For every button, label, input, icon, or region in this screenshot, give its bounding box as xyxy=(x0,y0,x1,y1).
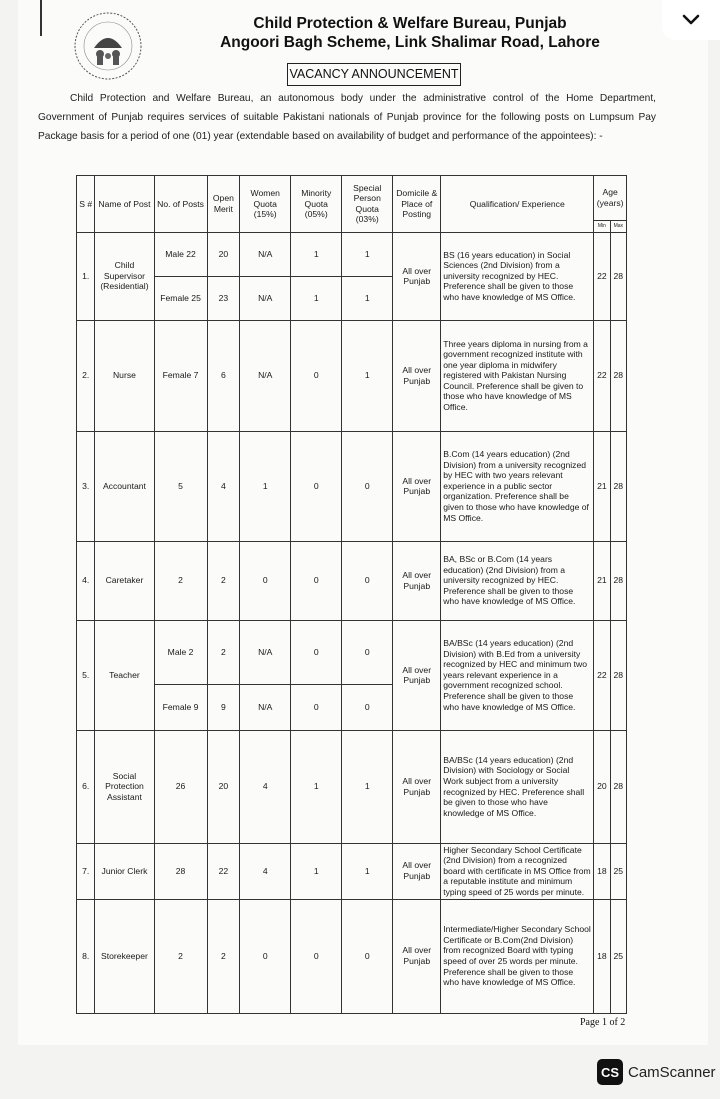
cell-post: Teacher xyxy=(95,620,154,730)
cell-sno: 7. xyxy=(77,843,95,899)
cell-open-merit: 9 xyxy=(207,684,240,730)
col-special-quota: Special Person Quota (03%) xyxy=(342,176,393,233)
cell-age-max: 28 xyxy=(610,232,626,320)
cell-sno: 3. xyxy=(77,431,95,541)
table-row xyxy=(77,541,627,620)
cell-age-max: 28 xyxy=(610,620,626,730)
cell-post: Social Protection Assistant xyxy=(95,730,154,843)
cell-special-quota: 0 xyxy=(342,431,393,541)
camscanner-watermark xyxy=(597,1059,716,1085)
cell-women-quota: N/A xyxy=(240,320,291,431)
cell-post: Storekeeper xyxy=(95,899,154,1013)
cell-age-max: 28 xyxy=(610,541,626,620)
cell-qualification: B.Com (14 years education) (2nd Division) from a university recognized by HEC with two years relevant experience in a public sector organization. Preference shall be given to those who have knowledge of MS Office. xyxy=(441,431,594,541)
cell-age-max: 28 xyxy=(610,730,626,843)
table-row xyxy=(77,431,627,541)
cell-domicile: All over Punjab xyxy=(393,899,441,1013)
cell-special-quota: 1 xyxy=(342,730,393,843)
cell-posts: Male 2 xyxy=(154,620,207,684)
cell-domicile: All over Punjab xyxy=(393,730,441,843)
cell-women-quota: N/A xyxy=(240,276,291,320)
cell-domicile: All over Punjab xyxy=(393,232,441,320)
col-post: Name of Post xyxy=(95,176,154,233)
col-age-min: Min xyxy=(594,221,610,233)
cell-post: Nurse xyxy=(95,320,154,431)
cell-women-quota: 4 xyxy=(240,730,291,843)
cell-minority-quota: 1 xyxy=(291,730,342,843)
vacancy-table xyxy=(76,175,627,1014)
cell-minority-quota: 1 xyxy=(291,276,342,320)
cell-posts: Female 7 xyxy=(154,320,207,431)
cell-sno: 2. xyxy=(77,320,95,431)
cell-open-merit: 2 xyxy=(207,899,240,1013)
cell-special-quota: 0 xyxy=(342,899,393,1013)
table-row xyxy=(77,730,627,843)
header-row xyxy=(77,176,627,221)
col-minority-quota: Minority Quota (05%) xyxy=(291,176,342,233)
cell-domicile: All over Punjab xyxy=(393,541,441,620)
cell-age-min: 18 xyxy=(594,899,610,1013)
cell-women-quota: 1 xyxy=(240,431,291,541)
col-domicile: Domicile & Place of Posting xyxy=(393,176,441,233)
cell-posts: Male 22 xyxy=(154,232,207,276)
cell-domicile: All over Punjab xyxy=(393,620,441,730)
cell-domicile: All over Punjab xyxy=(393,431,441,541)
cell-sno: 6. xyxy=(77,730,95,843)
cell-open-merit: 4 xyxy=(207,431,240,541)
table-row xyxy=(77,843,627,899)
cell-qualification: Three years diploma in nursing from a government recognized institute with one year diploma in midwifery registered with Pakistan Nursing Council. Preference shall be given to those who have knowledge of MS Office. xyxy=(441,320,594,431)
bureau-heading xyxy=(150,14,670,52)
cell-women-quota: N/A xyxy=(240,232,291,276)
cell-special-quota: 0 xyxy=(342,684,393,730)
cell-sno: 1. xyxy=(77,232,95,320)
chevron-down-icon xyxy=(682,14,700,26)
cell-age-min: 18 xyxy=(594,843,610,899)
cell-special-quota: 1 xyxy=(342,320,393,431)
collapse-button[interactable] xyxy=(662,0,720,40)
cell-minority-quota: 0 xyxy=(291,899,342,1013)
cell-age-min: 22 xyxy=(594,320,610,431)
cell-age-min: 22 xyxy=(594,232,610,320)
cell-post: Child Supervisor (Residential) xyxy=(95,232,154,320)
cell-age-min: 21 xyxy=(594,431,610,541)
cell-post: Accountant xyxy=(95,431,154,541)
camscanner-label: CamScanner xyxy=(628,1063,716,1081)
cell-age-max: 28 xyxy=(610,431,626,541)
cell-open-merit: 23 xyxy=(207,276,240,320)
intro-paragraph: Child Protection and Welfare Bureau, an autonomous body under the administrative control of the Home Department, Government of Punjab requires services of suitable Pakistani nationals of Punjab province for the following posts on Lumpsum Pay Package basis for a period of one (01) year (extendable based on availability of budget and performance of the appointees): - xyxy=(38,93,656,142)
col-open-merit: Open Merit xyxy=(207,176,240,233)
cell-women-quota: 0 xyxy=(240,541,291,620)
cell-special-quota: 1 xyxy=(342,843,393,899)
cell-sno: 5. xyxy=(77,620,95,730)
cell-posts: 5 xyxy=(154,431,207,541)
cell-minority-quota: 0 xyxy=(291,541,342,620)
cell-special-quota: 1 xyxy=(342,276,393,320)
table-row xyxy=(77,232,627,276)
cell-open-merit: 20 xyxy=(207,232,240,276)
cell-domicile: All over Punjab xyxy=(393,843,441,899)
table-row xyxy=(77,899,627,1013)
cell-age-max: 25 xyxy=(610,899,626,1013)
col-qualification: Qualification/ Experience xyxy=(441,176,594,233)
cell-posts: 26 xyxy=(154,730,207,843)
cell-age-min: 20 xyxy=(594,730,610,843)
cell-posts: Female 25 xyxy=(154,276,207,320)
cell-minority-quota: 0 xyxy=(291,620,342,684)
cell-age-max: 28 xyxy=(610,320,626,431)
cell-women-quota: N/A xyxy=(240,684,291,730)
cell-qualification: BA/BSc (14 years education) (2nd Division) with B.Ed from a university recognized by HEC and minimum two years relevant experience in a government recognized school. Preference shall be given to those who have knowledge of MS Office. xyxy=(441,620,594,730)
cell-posts: 2 xyxy=(154,899,207,1013)
page-number: Page 1 of 2 xyxy=(580,1017,626,1028)
col-posts: No. of Posts xyxy=(154,176,207,233)
cell-minority-quota: 1 xyxy=(291,843,342,899)
cell-posts: 2 xyxy=(154,541,207,620)
cell-age-min: 21 xyxy=(594,541,610,620)
announcement-title: VACANCY ANNOUNCEMENT xyxy=(287,63,461,86)
cell-open-merit: 22 xyxy=(207,843,240,899)
cell-posts: Female 9 xyxy=(154,684,207,730)
cell-domicile: All over Punjab xyxy=(393,320,441,431)
cell-special-quota: 0 xyxy=(342,620,393,684)
table-row xyxy=(77,620,627,684)
cell-minority-quota: 0 xyxy=(291,431,342,541)
cell-post: Junior Clerk xyxy=(95,843,154,899)
cell-post: Caretaker xyxy=(95,541,154,620)
col-age: Age (years) xyxy=(594,176,627,221)
cell-open-merit: 2 xyxy=(207,541,240,620)
cell-special-quota: 0 xyxy=(342,541,393,620)
cell-qualification: Higher Secondary School Certificate (2nd Division) from a recognized board with certificate in MS Office from a reputable institute and minimum typing speed of 25 words per minute. xyxy=(441,843,594,899)
cell-open-merit: 20 xyxy=(207,730,240,843)
cell-age-max: 25 xyxy=(610,843,626,899)
cell-open-merit: 2 xyxy=(207,620,240,684)
cell-qualification: BA/BSc (14 years education) (2nd Division) with Sociology or Social Work subject from a university recognized by HEC. Preference shall be given to those who have knowledge of MS Office. xyxy=(441,730,594,843)
cell-age-min: 22 xyxy=(594,620,610,730)
table-row xyxy=(77,320,627,431)
cell-women-quota: N/A xyxy=(240,620,291,684)
cell-women-quota: 0 xyxy=(240,899,291,1013)
cell-qualification: BA, BSc or B.Com (14 years education) (2nd Division) from a university recognized by HEC. Preference shall be given to those who have knowledge of MS Office. xyxy=(441,541,594,620)
cell-qualification: BS (16 years education) in Social Sciences (2nd Division) from a university recognized by HEC. Preference shall be given to those who have knowledge of MS Office. xyxy=(441,232,594,320)
page-edge-mark xyxy=(40,0,42,36)
col-women-quota: Women Quota (15%) xyxy=(240,176,291,233)
bureau-name: Child Protection & Welfare Bureau, Punjab xyxy=(253,15,567,32)
cell-minority-quota: 0 xyxy=(291,320,342,431)
camscanner-icon: CS xyxy=(597,1059,623,1085)
cell-posts: 28 xyxy=(154,843,207,899)
bureau-seal-logo xyxy=(72,10,144,82)
cell-sno: 4. xyxy=(77,541,95,620)
cell-sno: 8. xyxy=(77,899,95,1013)
bureau-address: Angoori Bagh Scheme, Link Shalimar Road, Lahore xyxy=(220,34,600,51)
col-age-max: Max xyxy=(610,221,626,233)
cell-minority-quota: 0 xyxy=(291,684,342,730)
col-sno: S # xyxy=(77,176,95,233)
cell-women-quota: 4 xyxy=(240,843,291,899)
cell-special-quota: 1 xyxy=(342,232,393,276)
cell-open-merit: 6 xyxy=(207,320,240,431)
cell-minority-quota: 1 xyxy=(291,232,342,276)
cell-qualification: Intermediate/Higher Secondary School Certificate or B.Com(2nd Division) from recognized Board with typing speed of over 25 words per minute. Preference shall be given to those who have knowledge of MS Office. xyxy=(441,899,594,1013)
